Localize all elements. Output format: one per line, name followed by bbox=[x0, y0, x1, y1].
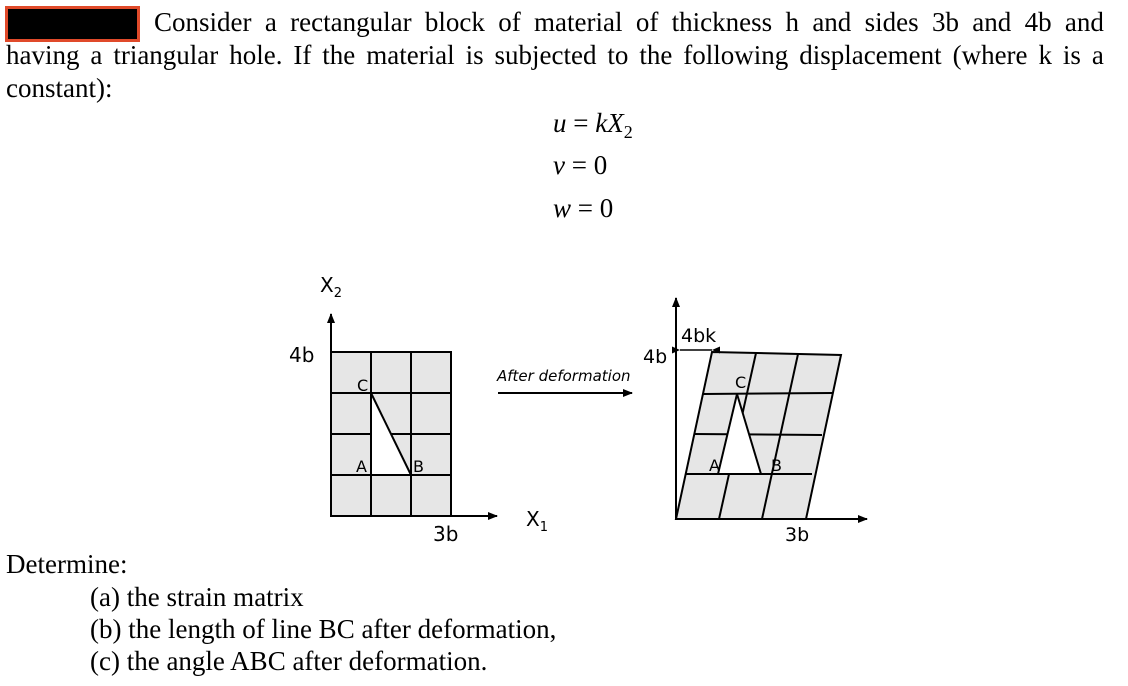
equation-w: w = 0 bbox=[553, 193, 614, 223]
question-c: (c) the angle ABC after deformation. bbox=[90, 646, 488, 676]
height-label-right: 4b bbox=[643, 346, 668, 368]
undeformed-block bbox=[289, 273, 548, 546]
point-c-left: C bbox=[357, 376, 369, 395]
point-c-right: C bbox=[735, 373, 747, 392]
question-b: (b) the length of line BC after deformation, bbox=[90, 614, 557, 644]
point-b-right: B bbox=[771, 456, 782, 475]
width-label-right: 3b bbox=[785, 524, 810, 546]
point-a-right: A bbox=[709, 456, 720, 475]
width-label-left: 3b bbox=[433, 522, 459, 546]
x2-axis-label: $X_2$ bbox=[320, 273, 342, 301]
point-a-left: A bbox=[356, 457, 367, 476]
question-a: (a) the strain matrix bbox=[90, 582, 304, 612]
shear-label: 4bk bbox=[681, 325, 717, 347]
x1-axis-label: $X_1$ bbox=[526, 507, 548, 535]
equation-v: v = 0 bbox=[553, 150, 608, 180]
problem-line-3: constant): bbox=[6, 73, 113, 103]
equation-u: $u = kX_2$ bbox=[553, 108, 633, 142]
point-b-left: B bbox=[413, 457, 424, 476]
after-deformation-label: After deformation bbox=[497, 367, 631, 385]
deformed-block bbox=[643, 298, 867, 546]
height-label-left: 4b bbox=[289, 343, 315, 367]
questions-heading: Determine: bbox=[6, 549, 128, 579]
problem-line-2: having a triangular hole. If the material is subjected to the following displacement (where k is a bbox=[6, 40, 1104, 70]
problem-line-1: Consider a rectangular block of material of thickness h and sides 3b and 4b and bbox=[154, 7, 1104, 37]
